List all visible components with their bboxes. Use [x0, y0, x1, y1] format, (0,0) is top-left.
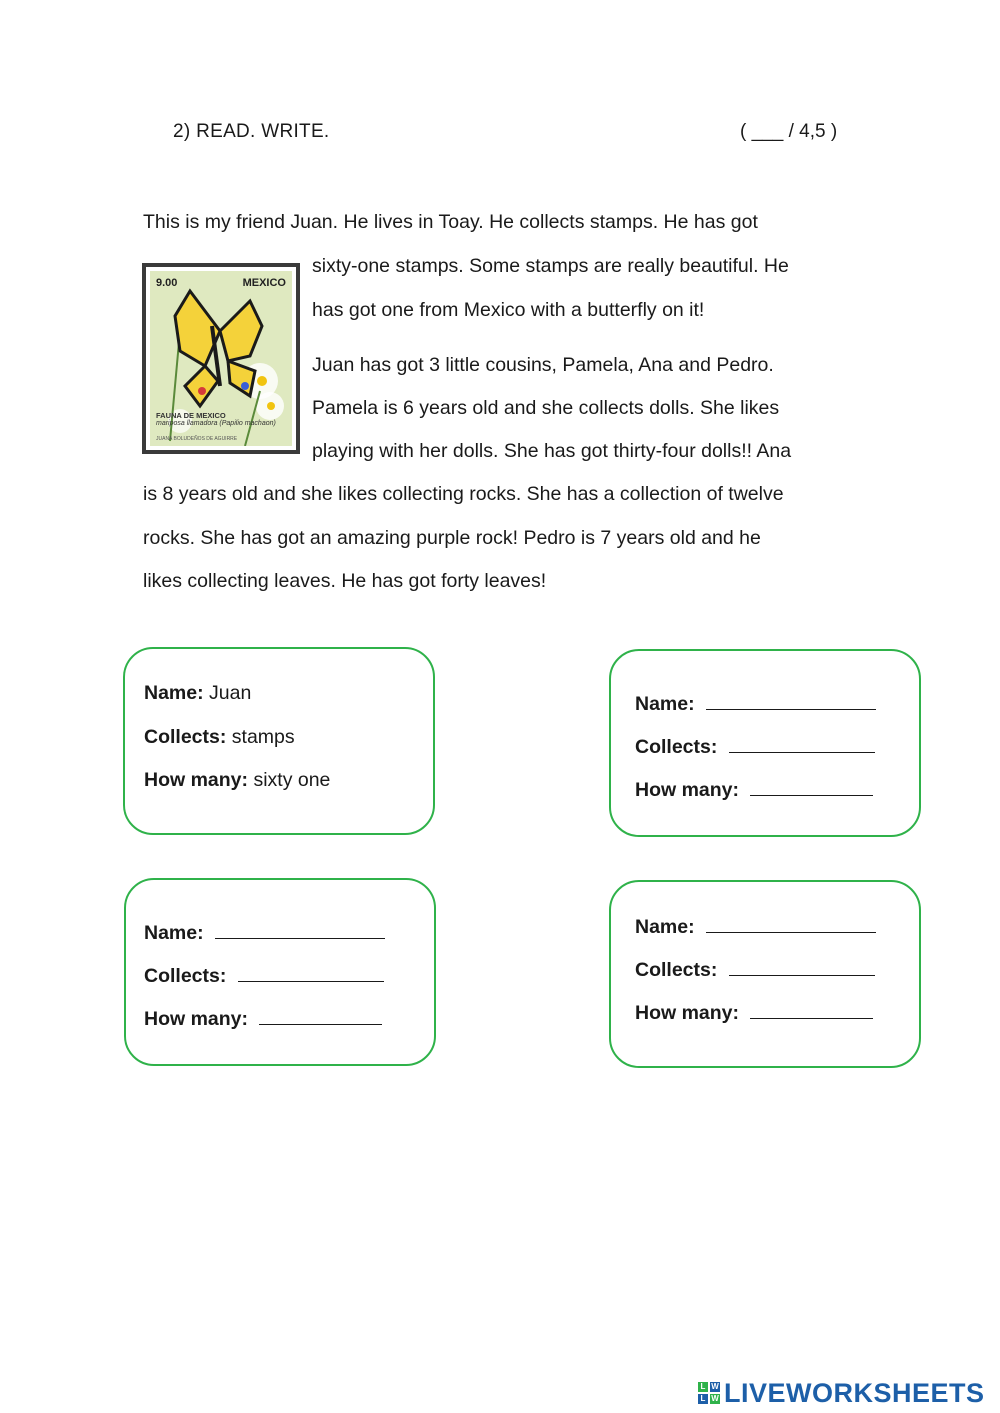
name-row: [144, 920, 385, 945]
stamp-footer: JUANA BOLUDEÑOS DE AGUIRRE: [156, 436, 238, 442]
name-blank[interactable]: [215, 920, 385, 939]
reading-line: has got one from Mexico with a butterfly on it!: [312, 299, 705, 321]
reading-line: is 8 years old and she likes collecting rocks. She has a collection of twelve: [143, 483, 784, 505]
logo-tile: L: [698, 1382, 708, 1392]
reading-line: sixty-one stamps. Some stamps are really beautiful. He: [312, 255, 789, 277]
collects-blank[interactable]: [729, 734, 875, 753]
card-answer-3: [609, 880, 921, 1068]
how-many-blank[interactable]: [259, 1006, 382, 1025]
butterfly-stamp-image: [142, 263, 300, 454]
collects-row: [635, 734, 875, 759]
collects-row: [144, 726, 295, 749]
how-many-row: [144, 1006, 382, 1031]
how-many-label: How many:: [635, 1002, 740, 1024]
reading-line: likes collecting leaves. He has got forty leaves!: [143, 570, 547, 592]
collects-value: stamps: [231, 726, 295, 748]
collects-row: [144, 963, 384, 988]
logo-tile: L: [698, 1394, 708, 1404]
logo-icon: [698, 1382, 720, 1404]
reading-line: playing with her dolls. She has got thirty-four dolls!! Ana: [312, 440, 792, 462]
name-blank[interactable]: [706, 691, 876, 710]
how-many-label: How many:: [144, 1008, 249, 1030]
logo-tile: W: [711, 1382, 719, 1391]
stamp-caption: FAUNA DE MEXICO: [156, 411, 226, 420]
name-label: Name:: [635, 916, 695, 938]
how-many-row: [635, 777, 873, 802]
collects-label: Collects:: [635, 736, 718, 758]
name-row: [144, 682, 251, 705]
exercise-instruction: 2) READ. WRITE.: [173, 121, 330, 142]
stamp-value: 9.00: [156, 277, 178, 289]
name-label: Name:: [144, 922, 204, 944]
stamp-caption-species: mariposa llamadora (Papilio machaon): [156, 420, 276, 427]
how-many-row: [635, 1000, 873, 1025]
collects-row: [635, 957, 875, 982]
name-row: [635, 691, 876, 716]
how-many-row: [144, 769, 330, 792]
liveworksheets-logo: [698, 1378, 985, 1408]
logo-text: LIVEWORKSHEETS: [724, 1377, 985, 1408]
how-many-label: How many:: [144, 769, 249, 791]
collects-label: Collects:: [144, 965, 227, 987]
collects-blank[interactable]: [729, 957, 875, 976]
how-many-blank[interactable]: [750, 1000, 873, 1019]
how-many-label: How many:: [635, 779, 740, 801]
card-example: [123, 647, 435, 835]
reading-line: Pamela is 6 years old and she collects dolls. She likes: [312, 397, 780, 419]
reading-line: Juan has got 3 little cousins, Pamela, Ana and Pedro.: [312, 354, 774, 376]
name-value: Juan: [209, 682, 252, 704]
reading-line: This is my friend Juan. He lives in Toay. He collects stamps. He has got: [143, 211, 758, 233]
how-many-value: sixty one: [253, 769, 331, 791]
card-answer-1: [609, 649, 921, 837]
name-label: Name:: [144, 682, 204, 704]
name-label: Name:: [635, 693, 695, 715]
reading-line: rocks. She has got an amazing purple rock! Pedro is 7 years old and he: [143, 527, 761, 549]
collects-label: Collects:: [635, 959, 718, 981]
score-label: ( ___ / 4,5 ): [740, 121, 838, 142]
name-row: [635, 914, 876, 939]
stamp-country: MEXICO: [242, 277, 286, 289]
collects-label: Collects:: [144, 726, 227, 748]
collects-blank[interactable]: [238, 963, 384, 982]
name-blank[interactable]: [706, 914, 876, 933]
logo-tile: W: [711, 1394, 719, 1403]
card-answer-2: [124, 878, 436, 1066]
how-many-blank[interactable]: [750, 777, 873, 796]
